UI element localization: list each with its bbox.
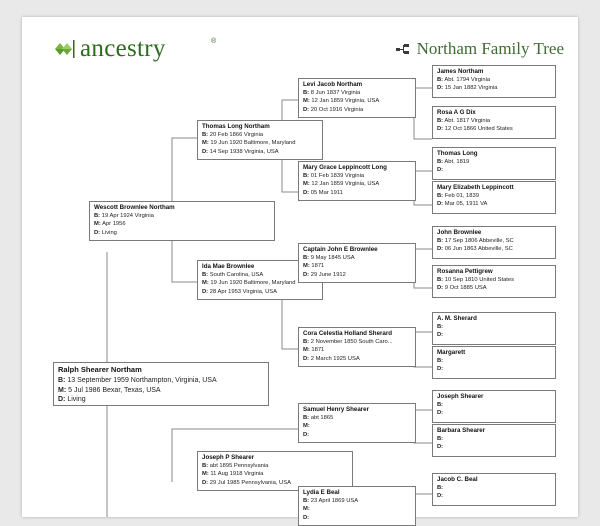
birth-line: B: 01 Feb 1839 Virginia <box>303 173 365 179</box>
person-name: Lydia E Beal <box>303 489 340 496</box>
death-line: D: Living <box>94 229 117 236</box>
birth-line: B: 13 September 1959 Northampton, Virginia, USA <box>58 377 217 384</box>
birth-line: B: <box>437 436 444 442</box>
death-line: D: <box>303 514 310 521</box>
birth-line: B: 2 November 1850 South Caro... <box>303 339 393 345</box>
marriage-line: M: 1871 <box>303 347 325 354</box>
person-box-gen4-5[interactable] <box>432 226 556 259</box>
person-name: Thomas Long Northam <box>202 123 270 130</box>
death-line: D: <box>303 431 310 438</box>
death-line: D: 9 Oct 1885 USA <box>437 285 487 292</box>
marriage-line: M: Apr 1956 <box>94 221 126 228</box>
death-line: D: 2 March 1925 USA <box>303 355 360 362</box>
person-name: Ralph Shearer Northam <box>58 365 142 374</box>
birth-line: B: 17 Sep 1806 Abbeville, SC <box>437 238 514 244</box>
birth-line: B: <box>437 358 444 364</box>
death-line: D: <box>437 167 444 174</box>
person-box-gen4-6[interactable] <box>432 265 556 298</box>
birth-line: B: South Carolina, USA <box>202 272 264 278</box>
person-name: Samuel Henry Shearer <box>303 406 370 413</box>
death-line: D: 15 Jan 1882 Virginia <box>437 85 498 92</box>
person-name: James Northam <box>437 68 484 75</box>
death-line: D: <box>437 444 444 451</box>
marriage-line: M: 11 Aug 1918 Virginia <box>202 471 264 478</box>
person-name: Captain John E Brownlee <box>303 246 378 253</box>
person-name: Levi Jacob Northam <box>303 81 363 88</box>
person-box-gen3-2[interactable] <box>298 161 416 201</box>
person-box-root[interactable] <box>53 362 269 406</box>
marriage-line: M: 19 Jun 1920 Baltimore, Maryland <box>202 140 296 147</box>
birth-line: B: 20 Feb 1866 Virginia <box>202 132 264 138</box>
death-line: D: 14 Sep 1938 Virginia, USA <box>202 148 279 155</box>
person-box-gen4-7[interactable] <box>432 312 556 345</box>
person-name: Cora Celestia Holland Sherard <box>303 330 393 337</box>
death-line: D: 29 Jul 1985 Pennsylvania, USA <box>202 479 291 486</box>
person-box-gen3-3[interactable] <box>298 243 416 283</box>
death-line: D: Mar 05, 1911 VA <box>437 201 488 208</box>
person-name: John Brownlee <box>437 229 482 236</box>
birth-line: B: 8 Jun 1837 Virginia <box>303 90 361 96</box>
birth-line: B: Abt. 1819 <box>437 159 470 165</box>
death-line: D: Living <box>58 396 86 403</box>
person-box-gen3-6[interactable] <box>298 486 416 526</box>
person-box-paternal-grandfather[interactable] <box>197 120 323 160</box>
person-name: Wescott Brownlee Northam <box>94 204 175 211</box>
death-line: D: 20 Oct 1916 Virginia <box>303 106 364 113</box>
birth-line: B: Abt. 1794 Virginia <box>437 77 491 83</box>
death-line: D: 28 Apr 1953 Virginia, USA <box>202 288 277 295</box>
death-line: D: <box>437 332 444 339</box>
death-line: D: <box>437 493 444 500</box>
person-name: Mary Grace Leppincott Long <box>303 164 387 171</box>
brand-name: ancestry <box>80 35 166 62</box>
person-name: Barbara Shearer <box>437 427 486 434</box>
marriage-line: M: <box>303 506 310 513</box>
person-name: Rosa A G Dix <box>437 109 476 116</box>
person-box-gen4-3[interactable] <box>432 147 556 180</box>
person-name: Joseph P Shearer <box>202 454 255 461</box>
marriage-line: M: 19 Jun 1920 Baltimore, Maryland <box>202 280 296 287</box>
birth-line: B: <box>437 402 444 408</box>
death-line: D: 06 Jun 1863 Abbeville, SC <box>437 246 513 253</box>
person-box-gen4-4[interactable] <box>432 181 556 214</box>
marriage-line: M: <box>303 423 310 430</box>
family-tree-page <box>22 17 578 521</box>
death-line: D: 05 Mar 1911 <box>303 189 343 196</box>
registered-mark: ® <box>211 38 217 45</box>
birth-line: B: 23 April 1869 USA <box>303 498 359 504</box>
birth-line: B: <box>437 485 444 491</box>
birth-line: B: abt 1865 <box>303 415 334 421</box>
person-box-mother[interactable] <box>197 451 353 491</box>
birth-line: B: 10 Sep 1810 United States <box>437 277 515 283</box>
birth-line: B: 9 May 1845 USA <box>303 255 355 261</box>
person-box-gen4-11[interactable] <box>432 473 556 506</box>
person-box-gen4-8[interactable] <box>432 346 556 379</box>
tree-title-text: Northam Family Tree <box>416 39 564 58</box>
birth-line: B: Abt. 1817 Virginia <box>437 118 491 124</box>
marriage-line: M: 1871 <box>303 263 325 270</box>
person-name: Jacob C. Beal <box>437 476 478 483</box>
marriage-line: M: 5 Jul 1986 Bexar, Texas, USA <box>58 386 161 394</box>
person-box-gen3-4[interactable] <box>298 327 416 367</box>
person-box-gen4-9[interactable] <box>432 390 556 423</box>
person-box-father[interactable] <box>89 201 275 241</box>
person-name: Joseph Shearer <box>437 393 484 400</box>
death-line: D: <box>437 366 444 373</box>
person-box-gen4-2[interactable] <box>432 106 556 139</box>
person-box-gen4-1[interactable] <box>432 65 556 98</box>
person-box-gen3-5[interactable] <box>298 403 416 443</box>
person-box-gen3-1[interactable] <box>298 78 416 118</box>
marriage-line: M: 12 Jan 1859 Virginia, USA <box>303 181 380 188</box>
marriage-line: M: 12 Jan 1859 Virginia, USA <box>303 98 380 105</box>
person-box-gen4-10[interactable] <box>432 424 556 457</box>
person-name: A. M. Sherard <box>437 315 477 322</box>
death-line: D: 12 Oct 1866 United States <box>437 126 513 133</box>
death-line: D: 29 June 1912 <box>303 271 346 278</box>
birth-line: B: Feb 01, 1839 <box>437 193 479 199</box>
person-name: Rosanna Pettigrew <box>437 268 493 275</box>
birth-line: B: 19 Apr 1924 Virginia <box>94 213 154 219</box>
person-name: Ida Mae Brownlee <box>202 263 255 270</box>
birth-line: B: abt 1895 Pennsylvania <box>202 463 269 469</box>
person-name: Thomas Long <box>437 150 478 157</box>
birth-line: B: <box>437 324 444 330</box>
person-name: Mary Elizabeth Leppincott <box>437 184 514 191</box>
person-name: Margarett <box>437 349 466 356</box>
death-line: D: <box>437 410 444 417</box>
